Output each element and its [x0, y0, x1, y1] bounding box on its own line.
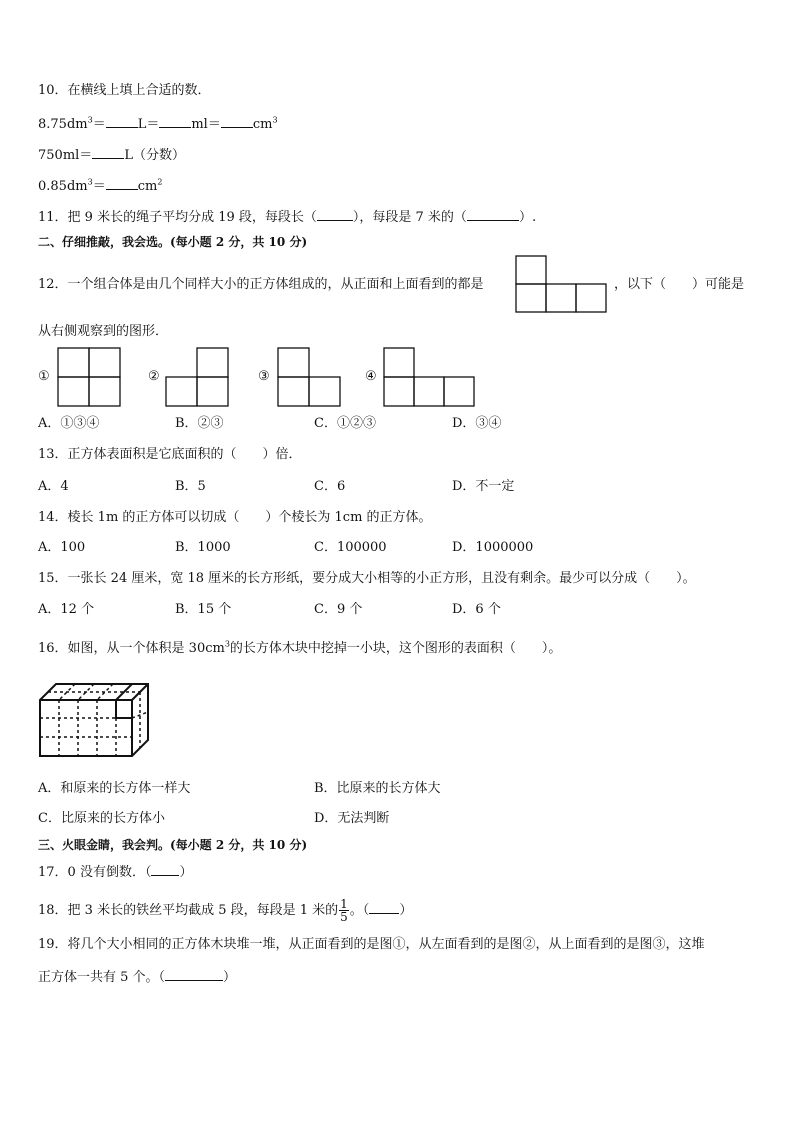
- q14-option-d[interactable]: D．1000000: [452, 540, 534, 555]
- q19-line1: 19．将几个大小相同的正方体木块堆一堆，从正面看到的是图①，从左面看到的是图②，从上面看到的是图③，这堆: [38, 937, 705, 952]
- answer-blank[interactable]: [106, 114, 138, 128]
- q16-option-d[interactable]: D．无法判断: [314, 811, 390, 826]
- q14-option-a[interactable]: A．100: [38, 540, 86, 555]
- q11: 11．把 9 米长的绳子平均分成 19 段，每段长（ ），每段是 7 米的（ ）.: [38, 207, 536, 227]
- q12-option-d[interactable]: D．③④: [452, 416, 502, 431]
- q12-line1-tail: ，以下（ ）可能是: [614, 277, 745, 292]
- q16-option-c[interactable]: C．比原来的长方体小: [38, 811, 165, 826]
- q12-line1: 12．一个组合体是由几个同样大小的正方体组成的，从正面和上面看到的都是: [38, 277, 484, 292]
- q12-option-b[interactable]: B．②③: [175, 416, 224, 431]
- option-figure-4: [382, 346, 478, 408]
- answer-blank[interactable]: [106, 176, 138, 190]
- figure-label-2: ②: [148, 369, 160, 384]
- answer-blank[interactable]: [467, 207, 519, 221]
- q15: 15．一张长 24 厘米，宽 18 厘米的长方形纸，要分成大小相等的小正方形，且没有剩余。最少可以分成（ ）。: [38, 571, 696, 586]
- figure-label-1: ①: [38, 369, 50, 384]
- q15-option-c[interactable]: C．9 个: [314, 602, 363, 617]
- answer-blank[interactable]: [369, 900, 399, 914]
- q17: 17．0 没有倒数．（ ）: [38, 862, 192, 882]
- q15-option-b[interactable]: B．15 个: [175, 602, 232, 617]
- cuboid-figure: [38, 676, 154, 760]
- q13-option-a[interactable]: A．4: [38, 479, 69, 494]
- q14-option-b[interactable]: B．1000: [175, 540, 231, 555]
- answer-blank[interactable]: [221, 114, 253, 128]
- figure-label-4: ④: [365, 369, 377, 384]
- option-figure-2: [164, 346, 230, 408]
- answer-blank[interactable]: [151, 862, 179, 876]
- answer-blank[interactable]: [165, 967, 223, 981]
- q15-option-a[interactable]: A．12 个: [38, 602, 95, 617]
- q14-option-c[interactable]: C．100000: [314, 540, 387, 555]
- q13-option-b[interactable]: B．5: [175, 479, 206, 494]
- q16: 16．如图，从一个体积是 $30cm^3$的长方体木块中挖掉一小块，这个图形的表面积（ ）。: [38, 639, 562, 656]
- q12-option-c[interactable]: C．①②③: [314, 416, 376, 431]
- figure-label-3: ③: [258, 369, 270, 384]
- option-figure-1: [56, 346, 122, 408]
- q13: 13．正方体表面积是它底面积的（ ）倍．: [38, 447, 302, 462]
- q10-line3: $0.85dm^3= cm^2$: [38, 177, 163, 194]
- q10-title: 10．在横线上填上合适的数．: [38, 83, 211, 98]
- q10-line2: 750ml＝ L（分数）: [38, 145, 185, 165]
- option-figure-3: [276, 346, 342, 408]
- q15-option-d[interactable]: D．6 个: [452, 602, 501, 617]
- q14: 14．棱长 1m 的正方体可以切成（ ）个棱长为 1cm 的正方体。: [38, 510, 432, 525]
- q13-option-c[interactable]: C．6: [314, 479, 346, 494]
- q19-line2: 正方体一共有 5 个。（ ）: [38, 967, 236, 987]
- answer-blank[interactable]: [159, 114, 191, 128]
- section-heading-3: 三、火眼金睛，我会判。(每小题 2 分，共 10 分): [38, 838, 308, 852]
- q16-option-a[interactable]: A．和原来的长方体一样大: [38, 781, 191, 796]
- q12-option-a[interactable]: A．①③④: [38, 416, 100, 431]
- section-heading-2: 二、仔细推敲，我会选。(每小题 2 分，共 10 分): [38, 235, 308, 249]
- q12-line2: 从右侧观察到的图形．: [38, 324, 169, 339]
- q10-line1: $8.75dm^3= L= ml= cm^3$: [38, 115, 278, 132]
- q16-option-b[interactable]: B．比原来的长方体大: [314, 781, 441, 796]
- q18: 18．把 3 米长的铁丝平均截成 5 段，每段是 1 米的 $\frac{1}{5}$ 。（ ）: [38, 897, 413, 924]
- q12-front-top-view-figure: [514, 254, 610, 314]
- answer-blank[interactable]: [317, 207, 353, 221]
- fraction: $\frac{1}{5}$: [340, 897, 348, 924]
- q13-option-d[interactable]: D．不一定: [452, 479, 515, 494]
- answer-blank[interactable]: [92, 145, 124, 159]
